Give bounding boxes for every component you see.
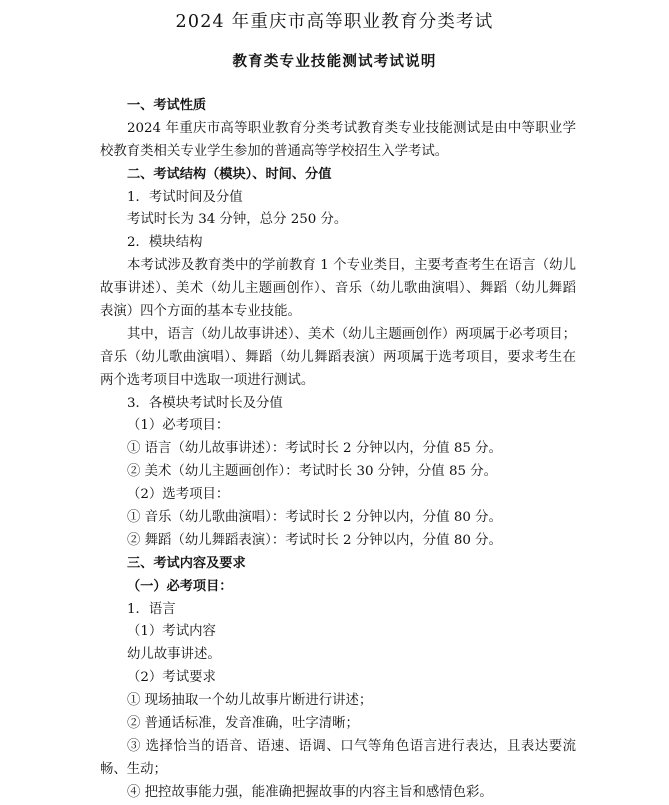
- list-heading: （2）选考项目：: [127, 487, 230, 503]
- document-subtitle: 教育类专业技能测试考试说明: [232, 54, 437, 70]
- list-item: ③ 选择恰当的语音、语速、语调、口气等角色语言进行表达，且表达要流: [127, 738, 576, 754]
- subsection-heading: （一）必考项目：: [127, 578, 233, 594]
- list-item: ④ 把控故事能力强，能准确把握故事的内容主旨和感情色彩。: [127, 784, 493, 800]
- paragraph-line: 2024 年重庆市高等职业教育分类考试教育类专业技能测试是由中等职业学: [127, 120, 576, 136]
- subsection-heading: 3．各模块考试时长及分值: [127, 395, 283, 411]
- paragraph-line: 考试时长为 34 分钟，总分 250 分。: [127, 212, 348, 228]
- section-heading: 二、考试结构（模块）、时间、分值: [127, 166, 332, 182]
- list-heading: （1）必考项目：: [127, 418, 230, 434]
- paragraph-line: 音乐（幼儿歌曲演唱）、舞蹈（幼儿舞蹈表演）两项属于选考项目，要求考生在: [100, 349, 576, 365]
- section-heading: 三、考试内容及要求: [127, 555, 246, 571]
- paragraph-line: 故事讲述）、美术（幼儿主题画创作）、音乐（幼儿歌曲演唱）、舞蹈（幼儿舞蹈: [100, 281, 576, 297]
- list-item: ② 舞蹈（幼儿舞蹈表演）：考试时长 2 分钟以内，分值 80 分。: [127, 532, 502, 548]
- document-title: 2024 年重庆市高等职业教育分类考试: [175, 12, 494, 32]
- list-item: ② 普通话标准，发音准确，吐字清晰；: [127, 716, 359, 732]
- paragraph-line: 其中，语言（幼儿故事讲述）、美术（幼儿主题画创作）两项属于必考项目；: [127, 326, 576, 342]
- paragraph-line: 校教育类相关专业学生参加的普通高等学校招生入学考试。: [100, 143, 449, 159]
- list-heading: （1）考试内容: [127, 624, 216, 640]
- list-item: ① 音乐（幼儿歌曲演唱）：考试时长 2 分钟以内，分值 80 分。: [127, 510, 502, 526]
- list-item: ① 现场抽取一个幼儿故事片断进行讲述；: [127, 693, 373, 709]
- list-heading: （2）考试要求: [127, 670, 216, 686]
- paragraph-line: 本考试涉及教育类中的学前教育 1 个专业类目，主要考查考生在语言（幼儿: [127, 258, 576, 274]
- subsection-heading: 1．语言: [127, 601, 176, 617]
- paragraph-line: 两个选考项目中选取一项进行测试。: [100, 372, 315, 388]
- subsection-heading: 2．模块结构: [127, 235, 203, 251]
- subsection-heading: 1．考试时间及分值: [127, 189, 243, 205]
- document-body: [100, 95, 576, 805]
- list-item-continuation: 畅、生动；: [100, 761, 167, 777]
- paragraph-line: 表演）四个方面的基本专业技能。: [100, 304, 301, 320]
- list-item: ② 美术（幼儿主题画创作）：考试时长 30 分钟，分值 85 分。: [127, 464, 498, 480]
- paragraph-line: 幼儿故事讲述。: [127, 647, 221, 663]
- section-heading: 一、考试性质: [127, 98, 207, 113]
- list-item: ① 语言（幼儿故事讲述）：考试时长 2 分钟以内，分值 85 分。: [127, 441, 502, 457]
